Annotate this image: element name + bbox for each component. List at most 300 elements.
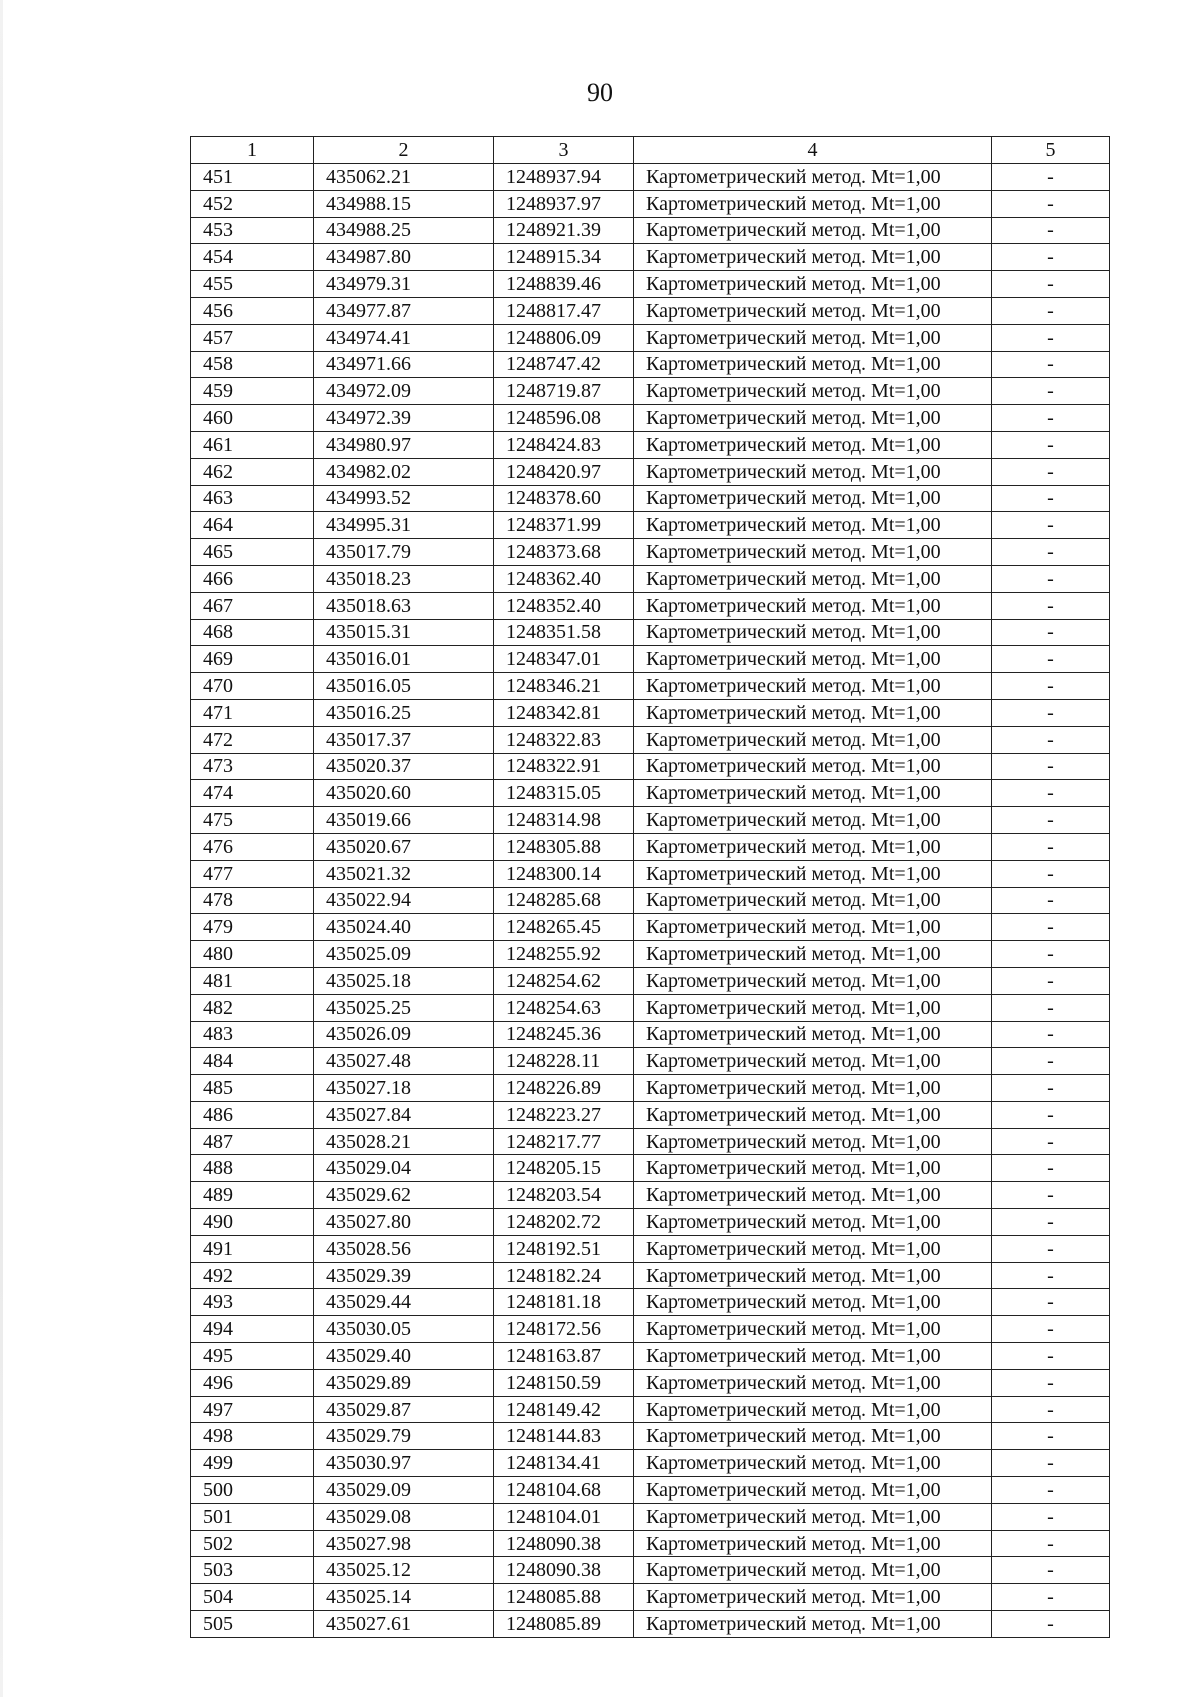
x-coordinate-cell: 435029.87 bbox=[314, 1396, 494, 1423]
point-number-cell: 473 bbox=[191, 753, 314, 780]
point-number-cell: 504 bbox=[191, 1584, 314, 1611]
table-row bbox=[191, 1262, 1110, 1289]
x-coordinate-cell: 435025.18 bbox=[314, 967, 494, 994]
y-coordinate-cell: 1248347.01 bbox=[494, 646, 634, 673]
x-coordinate-cell: 435027.18 bbox=[314, 1075, 494, 1102]
x-coordinate-cell: 435025.12 bbox=[314, 1557, 494, 1584]
note-cell: - bbox=[992, 378, 1110, 405]
x-coordinate-cell: 435029.62 bbox=[314, 1182, 494, 1209]
x-coordinate-cell: 435021.32 bbox=[314, 860, 494, 887]
table-row bbox=[191, 1450, 1110, 1477]
table-row bbox=[191, 1316, 1110, 1343]
header-col-2: 2 bbox=[314, 137, 494, 164]
y-coordinate-cell: 1248226.89 bbox=[494, 1075, 634, 1102]
note-cell: - bbox=[992, 1423, 1110, 1450]
x-coordinate-cell: 435024.40 bbox=[314, 914, 494, 941]
note-cell: - bbox=[992, 1209, 1110, 1236]
y-coordinate-cell: 1248420.97 bbox=[494, 458, 634, 485]
note-cell: - bbox=[992, 1477, 1110, 1504]
method-cell: Картометрический метод. Mt=1,00 bbox=[634, 860, 992, 887]
method-cell: Картометрический метод. Mt=1,00 bbox=[634, 164, 992, 191]
x-coordinate-cell: 435025.09 bbox=[314, 941, 494, 968]
method-cell: Картометрический метод. Mt=1,00 bbox=[634, 271, 992, 298]
table-row bbox=[191, 164, 1110, 191]
point-number-cell: 475 bbox=[191, 807, 314, 834]
point-number-cell: 505 bbox=[191, 1611, 314, 1638]
point-number-cell: 498 bbox=[191, 1423, 314, 1450]
y-coordinate-cell: 1248090.38 bbox=[494, 1557, 634, 1584]
method-cell: Картометрический метод. Mt=1,00 bbox=[634, 405, 992, 432]
x-coordinate-cell: 435026.09 bbox=[314, 1021, 494, 1048]
point-number-cell: 492 bbox=[191, 1262, 314, 1289]
method-cell: Картометрический метод. Mt=1,00 bbox=[634, 1557, 992, 1584]
table-row bbox=[191, 1396, 1110, 1423]
method-cell: Картометрический метод. Mt=1,00 bbox=[634, 1021, 992, 1048]
header-col-4: 4 bbox=[634, 137, 992, 164]
y-coordinate-cell: 1248203.54 bbox=[494, 1182, 634, 1209]
x-coordinate-cell: 435017.79 bbox=[314, 539, 494, 566]
x-coordinate-cell: 435029.39 bbox=[314, 1262, 494, 1289]
point-number-cell: 462 bbox=[191, 458, 314, 485]
method-cell: Картометрический метод. Mt=1,00 bbox=[634, 1128, 992, 1155]
x-coordinate-cell: 434995.31 bbox=[314, 512, 494, 539]
note-cell: - bbox=[992, 485, 1110, 512]
note-cell: - bbox=[992, 1530, 1110, 1557]
point-number-cell: 502 bbox=[191, 1530, 314, 1557]
note-cell: - bbox=[992, 1155, 1110, 1182]
x-coordinate-cell: 435029.79 bbox=[314, 1423, 494, 1450]
y-coordinate-cell: 1248163.87 bbox=[494, 1343, 634, 1370]
note-cell: - bbox=[992, 967, 1110, 994]
y-coordinate-cell: 1248937.94 bbox=[494, 164, 634, 191]
table-row bbox=[191, 833, 1110, 860]
method-cell: Картометрический метод. Mt=1,00 bbox=[634, 1235, 992, 1262]
y-coordinate-cell: 1248205.15 bbox=[494, 1155, 634, 1182]
x-coordinate-cell: 435029.09 bbox=[314, 1477, 494, 1504]
x-coordinate-cell: 435015.31 bbox=[314, 619, 494, 646]
table-row bbox=[191, 887, 1110, 914]
y-coordinate-cell: 1248373.68 bbox=[494, 539, 634, 566]
x-coordinate-cell: 435030.97 bbox=[314, 1450, 494, 1477]
x-coordinate-cell: 434972.39 bbox=[314, 405, 494, 432]
y-coordinate-cell: 1248090.38 bbox=[494, 1530, 634, 1557]
point-number-cell: 457 bbox=[191, 324, 314, 351]
scan-edge-shadow bbox=[0, 0, 3, 1697]
table-row bbox=[191, 1611, 1110, 1638]
table-row bbox=[191, 1101, 1110, 1128]
method-cell: Картометрический метод. Mt=1,00 bbox=[634, 458, 992, 485]
method-cell: Картометрический метод. Mt=1,00 bbox=[634, 646, 992, 673]
method-cell: Картометрический метод. Mt=1,00 bbox=[634, 1396, 992, 1423]
point-number-cell: 497 bbox=[191, 1396, 314, 1423]
method-cell: Картометрический метод. Mt=1,00 bbox=[634, 1182, 992, 1209]
table-row bbox=[191, 941, 1110, 968]
method-cell: Картометрический метод. Mt=1,00 bbox=[634, 780, 992, 807]
point-number-cell: 489 bbox=[191, 1182, 314, 1209]
x-coordinate-cell: 435019.66 bbox=[314, 807, 494, 834]
x-coordinate-cell: 435027.80 bbox=[314, 1209, 494, 1236]
y-coordinate-cell: 1248322.83 bbox=[494, 726, 634, 753]
note-cell: - bbox=[992, 1343, 1110, 1370]
method-cell: Картометрический метод. Mt=1,00 bbox=[634, 1101, 992, 1128]
method-cell: Картометрический метод. Mt=1,00 bbox=[634, 1450, 992, 1477]
table-row bbox=[191, 1235, 1110, 1262]
point-number-cell: 478 bbox=[191, 887, 314, 914]
note-cell: - bbox=[992, 1128, 1110, 1155]
point-number-cell: 487 bbox=[191, 1128, 314, 1155]
y-coordinate-cell: 1248747.42 bbox=[494, 351, 634, 378]
x-coordinate-cell: 434988.25 bbox=[314, 217, 494, 244]
note-cell: - bbox=[992, 1182, 1110, 1209]
point-number-cell: 463 bbox=[191, 485, 314, 512]
method-cell: Картометрический метод. Mt=1,00 bbox=[634, 1477, 992, 1504]
point-number-cell: 454 bbox=[191, 244, 314, 271]
method-cell: Картометрический метод. Mt=1,00 bbox=[634, 807, 992, 834]
x-coordinate-cell: 434977.87 bbox=[314, 297, 494, 324]
note-cell: - bbox=[992, 994, 1110, 1021]
x-coordinate-cell: 434988.15 bbox=[314, 190, 494, 217]
point-number-cell: 470 bbox=[191, 673, 314, 700]
table-row bbox=[191, 646, 1110, 673]
method-cell: Картометрический метод. Mt=1,00 bbox=[634, 941, 992, 968]
y-coordinate-cell: 1248346.21 bbox=[494, 673, 634, 700]
method-cell: Картометрический метод. Mt=1,00 bbox=[634, 217, 992, 244]
table-row bbox=[191, 431, 1110, 458]
note-cell: - bbox=[992, 1101, 1110, 1128]
table-row bbox=[191, 780, 1110, 807]
table-row bbox=[191, 807, 1110, 834]
table-row bbox=[191, 1530, 1110, 1557]
x-coordinate-cell: 435020.60 bbox=[314, 780, 494, 807]
table-row bbox=[191, 1503, 1110, 1530]
table-row bbox=[191, 1048, 1110, 1075]
note-cell: - bbox=[992, 297, 1110, 324]
method-cell: Картометрический метод. Mt=1,00 bbox=[634, 699, 992, 726]
y-coordinate-cell: 1248182.24 bbox=[494, 1262, 634, 1289]
table-row bbox=[191, 1182, 1110, 1209]
method-cell: Картометрический метод. Mt=1,00 bbox=[634, 539, 992, 566]
method-cell: Картометрический метод. Mt=1,00 bbox=[634, 431, 992, 458]
note-cell: - bbox=[992, 565, 1110, 592]
coordinates-table bbox=[190, 136, 1110, 1638]
note-cell: - bbox=[992, 458, 1110, 485]
y-coordinate-cell: 1248719.87 bbox=[494, 378, 634, 405]
note-cell: - bbox=[992, 1075, 1110, 1102]
y-coordinate-cell: 1248362.40 bbox=[494, 565, 634, 592]
table-row bbox=[191, 485, 1110, 512]
x-coordinate-cell: 434993.52 bbox=[314, 485, 494, 512]
point-number-cell: 491 bbox=[191, 1235, 314, 1262]
x-coordinate-cell: 435025.14 bbox=[314, 1584, 494, 1611]
x-coordinate-cell: 435029.08 bbox=[314, 1503, 494, 1530]
y-coordinate-cell: 1248104.01 bbox=[494, 1503, 634, 1530]
point-number-cell: 500 bbox=[191, 1477, 314, 1504]
method-cell: Картометрический метод. Mt=1,00 bbox=[634, 1316, 992, 1343]
point-number-cell: 488 bbox=[191, 1155, 314, 1182]
point-number-cell: 483 bbox=[191, 1021, 314, 1048]
table-row bbox=[191, 726, 1110, 753]
table-row bbox=[191, 271, 1110, 298]
method-cell: Картометрический метод. Mt=1,00 bbox=[634, 512, 992, 539]
method-cell: Картометрический метод. Mt=1,00 bbox=[634, 1262, 992, 1289]
note-cell: - bbox=[992, 164, 1110, 191]
method-cell: Картометрический метод. Mt=1,00 bbox=[634, 726, 992, 753]
y-coordinate-cell: 1248144.83 bbox=[494, 1423, 634, 1450]
note-cell: - bbox=[992, 244, 1110, 271]
note-cell: - bbox=[992, 1235, 1110, 1262]
point-number-cell: 480 bbox=[191, 941, 314, 968]
table-row bbox=[191, 539, 1110, 566]
method-cell: Картометрический метод. Mt=1,00 bbox=[634, 592, 992, 619]
header-col-1: 1 bbox=[191, 137, 314, 164]
y-coordinate-cell: 1248424.83 bbox=[494, 431, 634, 458]
point-number-cell: 503 bbox=[191, 1557, 314, 1584]
table-row bbox=[191, 673, 1110, 700]
x-coordinate-cell: 435028.21 bbox=[314, 1128, 494, 1155]
y-coordinate-cell: 1248915.34 bbox=[494, 244, 634, 271]
method-cell: Картометрический метод. Mt=1,00 bbox=[634, 1155, 992, 1182]
x-coordinate-cell: 435029.44 bbox=[314, 1289, 494, 1316]
point-number-cell: 465 bbox=[191, 539, 314, 566]
table-row bbox=[191, 565, 1110, 592]
x-coordinate-cell: 435027.98 bbox=[314, 1530, 494, 1557]
x-coordinate-cell: 434980.97 bbox=[314, 431, 494, 458]
y-coordinate-cell: 1248134.41 bbox=[494, 1450, 634, 1477]
note-cell: - bbox=[992, 1048, 1110, 1075]
y-coordinate-cell: 1248245.36 bbox=[494, 1021, 634, 1048]
point-number-cell: 460 bbox=[191, 405, 314, 432]
table-row bbox=[191, 1584, 1110, 1611]
table-row bbox=[191, 1423, 1110, 1450]
method-cell: Картометрический метод. Mt=1,00 bbox=[634, 324, 992, 351]
table-row bbox=[191, 914, 1110, 941]
table-row bbox=[191, 244, 1110, 271]
x-coordinate-cell: 435030.05 bbox=[314, 1316, 494, 1343]
y-coordinate-cell: 1248181.18 bbox=[494, 1289, 634, 1316]
point-number-cell: 461 bbox=[191, 431, 314, 458]
table-row bbox=[191, 297, 1110, 324]
method-cell: Картометрический метод. Mt=1,00 bbox=[634, 297, 992, 324]
point-number-cell: 453 bbox=[191, 217, 314, 244]
point-number-cell: 455 bbox=[191, 271, 314, 298]
x-coordinate-cell: 435029.40 bbox=[314, 1343, 494, 1370]
note-cell: - bbox=[992, 405, 1110, 432]
table-row bbox=[191, 1557, 1110, 1584]
note-cell: - bbox=[992, 324, 1110, 351]
point-number-cell: 495 bbox=[191, 1343, 314, 1370]
point-number-cell: 474 bbox=[191, 780, 314, 807]
note-cell: - bbox=[992, 539, 1110, 566]
note-cell: - bbox=[992, 807, 1110, 834]
method-cell: Картометрический метод. Mt=1,00 bbox=[634, 673, 992, 700]
point-number-cell: 468 bbox=[191, 619, 314, 646]
note-cell: - bbox=[992, 1584, 1110, 1611]
note-cell: - bbox=[992, 833, 1110, 860]
x-coordinate-cell: 435025.25 bbox=[314, 994, 494, 1021]
point-number-cell: 490 bbox=[191, 1209, 314, 1236]
x-coordinate-cell: 435016.25 bbox=[314, 699, 494, 726]
y-coordinate-cell: 1248149.42 bbox=[494, 1396, 634, 1423]
note-cell: - bbox=[992, 780, 1110, 807]
y-coordinate-cell: 1248285.68 bbox=[494, 887, 634, 914]
note-cell: - bbox=[992, 753, 1110, 780]
table-row bbox=[191, 592, 1110, 619]
point-number-cell: 479 bbox=[191, 914, 314, 941]
table-row bbox=[191, 190, 1110, 217]
y-coordinate-cell: 1248172.56 bbox=[494, 1316, 634, 1343]
point-number-cell: 493 bbox=[191, 1289, 314, 1316]
x-coordinate-cell: 434982.02 bbox=[314, 458, 494, 485]
note-cell: - bbox=[992, 1611, 1110, 1638]
method-cell: Картометрический метод. Mt=1,00 bbox=[634, 378, 992, 405]
y-coordinate-cell: 1248150.59 bbox=[494, 1369, 634, 1396]
method-cell: Картометрический метод. Mt=1,00 bbox=[634, 887, 992, 914]
header-row bbox=[191, 137, 1110, 164]
method-cell: Картометрический метод. Mt=1,00 bbox=[634, 1369, 992, 1396]
table-row bbox=[191, 351, 1110, 378]
point-number-cell: 481 bbox=[191, 967, 314, 994]
point-number-cell: 467 bbox=[191, 592, 314, 619]
method-cell: Картометрический метод. Mt=1,00 bbox=[634, 351, 992, 378]
y-coordinate-cell: 1248322.91 bbox=[494, 753, 634, 780]
point-number-cell: 477 bbox=[191, 860, 314, 887]
point-number-cell: 451 bbox=[191, 164, 314, 191]
y-coordinate-cell: 1248596.08 bbox=[494, 405, 634, 432]
x-coordinate-cell: 435020.67 bbox=[314, 833, 494, 860]
y-coordinate-cell: 1248921.39 bbox=[494, 217, 634, 244]
y-coordinate-cell: 1248378.60 bbox=[494, 485, 634, 512]
note-cell: - bbox=[992, 271, 1110, 298]
x-coordinate-cell: 435027.61 bbox=[314, 1611, 494, 1638]
page-number: 90 bbox=[587, 78, 613, 107]
table-row bbox=[191, 405, 1110, 432]
note-cell: - bbox=[992, 699, 1110, 726]
table-row bbox=[191, 1128, 1110, 1155]
note-cell: - bbox=[992, 726, 1110, 753]
header-col-5: 5 bbox=[992, 137, 1110, 164]
method-cell: Картометрический метод. Mt=1,00 bbox=[634, 1075, 992, 1102]
method-cell: Картометрический метод. Mt=1,00 bbox=[634, 190, 992, 217]
x-coordinate-cell: 435029.04 bbox=[314, 1155, 494, 1182]
y-coordinate-cell: 1248314.98 bbox=[494, 807, 634, 834]
y-coordinate-cell: 1248352.40 bbox=[494, 592, 634, 619]
note-cell: - bbox=[992, 1369, 1110, 1396]
method-cell: Картометрический метод. Mt=1,00 bbox=[634, 1423, 992, 1450]
y-coordinate-cell: 1248351.58 bbox=[494, 619, 634, 646]
note-cell: - bbox=[992, 592, 1110, 619]
note-cell: - bbox=[992, 1316, 1110, 1343]
y-coordinate-cell: 1248839.46 bbox=[494, 271, 634, 298]
note-cell: - bbox=[992, 431, 1110, 458]
method-cell: Картометрический метод. Mt=1,00 bbox=[634, 1048, 992, 1075]
point-number-cell: 452 bbox=[191, 190, 314, 217]
note-cell: - bbox=[992, 673, 1110, 700]
note-cell: - bbox=[992, 860, 1110, 887]
y-coordinate-cell: 1248315.05 bbox=[494, 780, 634, 807]
y-coordinate-cell: 1248255.92 bbox=[494, 941, 634, 968]
y-coordinate-cell: 1248305.88 bbox=[494, 833, 634, 860]
x-coordinate-cell: 435029.89 bbox=[314, 1369, 494, 1396]
note-cell: - bbox=[992, 351, 1110, 378]
y-coordinate-cell: 1248254.62 bbox=[494, 967, 634, 994]
note-cell: - bbox=[992, 1450, 1110, 1477]
method-cell: Картометрический метод. Mt=1,00 bbox=[634, 1289, 992, 1316]
x-coordinate-cell: 435016.01 bbox=[314, 646, 494, 673]
y-coordinate-cell: 1248192.51 bbox=[494, 1235, 634, 1262]
y-coordinate-cell: 1248202.72 bbox=[494, 1209, 634, 1236]
x-coordinate-cell: 435016.05 bbox=[314, 673, 494, 700]
method-cell: Картометрический метод. Mt=1,00 bbox=[634, 1343, 992, 1370]
y-coordinate-cell: 1248085.88 bbox=[494, 1584, 634, 1611]
point-number-cell: 466 bbox=[191, 565, 314, 592]
table-row bbox=[191, 458, 1110, 485]
y-coordinate-cell: 1248265.45 bbox=[494, 914, 634, 941]
x-coordinate-cell: 435062.21 bbox=[314, 164, 494, 191]
note-cell: - bbox=[992, 1262, 1110, 1289]
point-number-cell: 501 bbox=[191, 1503, 314, 1530]
x-coordinate-cell: 434971.66 bbox=[314, 351, 494, 378]
method-cell: Картометрический метод. Mt=1,00 bbox=[634, 1503, 992, 1530]
method-cell: Картометрический метод. Mt=1,00 bbox=[634, 1209, 992, 1236]
table-row bbox=[191, 699, 1110, 726]
table-row bbox=[191, 753, 1110, 780]
table-row bbox=[191, 1343, 1110, 1370]
x-coordinate-cell: 435020.37 bbox=[314, 753, 494, 780]
y-coordinate-cell: 1248342.81 bbox=[494, 699, 634, 726]
method-cell: Картометрический метод. Mt=1,00 bbox=[634, 967, 992, 994]
table-row bbox=[191, 619, 1110, 646]
point-number-cell: 472 bbox=[191, 726, 314, 753]
note-cell: - bbox=[992, 1396, 1110, 1423]
note-cell: - bbox=[992, 190, 1110, 217]
point-number-cell: 456 bbox=[191, 297, 314, 324]
point-number-cell: 482 bbox=[191, 994, 314, 1021]
note-cell: - bbox=[992, 619, 1110, 646]
note-cell: - bbox=[992, 1021, 1110, 1048]
note-cell: - bbox=[992, 914, 1110, 941]
y-coordinate-cell: 1248300.14 bbox=[494, 860, 634, 887]
table-row bbox=[191, 1075, 1110, 1102]
x-coordinate-cell: 434987.80 bbox=[314, 244, 494, 271]
point-number-cell: 494 bbox=[191, 1316, 314, 1343]
point-number-cell: 496 bbox=[191, 1369, 314, 1396]
x-coordinate-cell: 435027.84 bbox=[314, 1101, 494, 1128]
note-cell: - bbox=[992, 217, 1110, 244]
table-row bbox=[191, 1209, 1110, 1236]
table-row bbox=[191, 1369, 1110, 1396]
table-row bbox=[191, 1289, 1110, 1316]
point-number-cell: 471 bbox=[191, 699, 314, 726]
table-row bbox=[191, 994, 1110, 1021]
note-cell: - bbox=[992, 941, 1110, 968]
table-body bbox=[191, 164, 1110, 1638]
x-coordinate-cell: 435018.63 bbox=[314, 592, 494, 619]
y-coordinate-cell: 1248228.11 bbox=[494, 1048, 634, 1075]
method-cell: Картометрический метод. Mt=1,00 bbox=[634, 1611, 992, 1638]
table-row bbox=[191, 860, 1110, 887]
table-row bbox=[191, 1021, 1110, 1048]
x-coordinate-cell: 434974.41 bbox=[314, 324, 494, 351]
header-col-3: 3 bbox=[494, 137, 634, 164]
point-number-cell: 485 bbox=[191, 1075, 314, 1102]
x-coordinate-cell: 435028.56 bbox=[314, 1235, 494, 1262]
note-cell: - bbox=[992, 1557, 1110, 1584]
y-coordinate-cell: 1248371.99 bbox=[494, 512, 634, 539]
method-cell: Картометрический метод. Mt=1,00 bbox=[634, 565, 992, 592]
note-cell: - bbox=[992, 1289, 1110, 1316]
point-number-cell: 499 bbox=[191, 1450, 314, 1477]
x-coordinate-cell: 435018.23 bbox=[314, 565, 494, 592]
